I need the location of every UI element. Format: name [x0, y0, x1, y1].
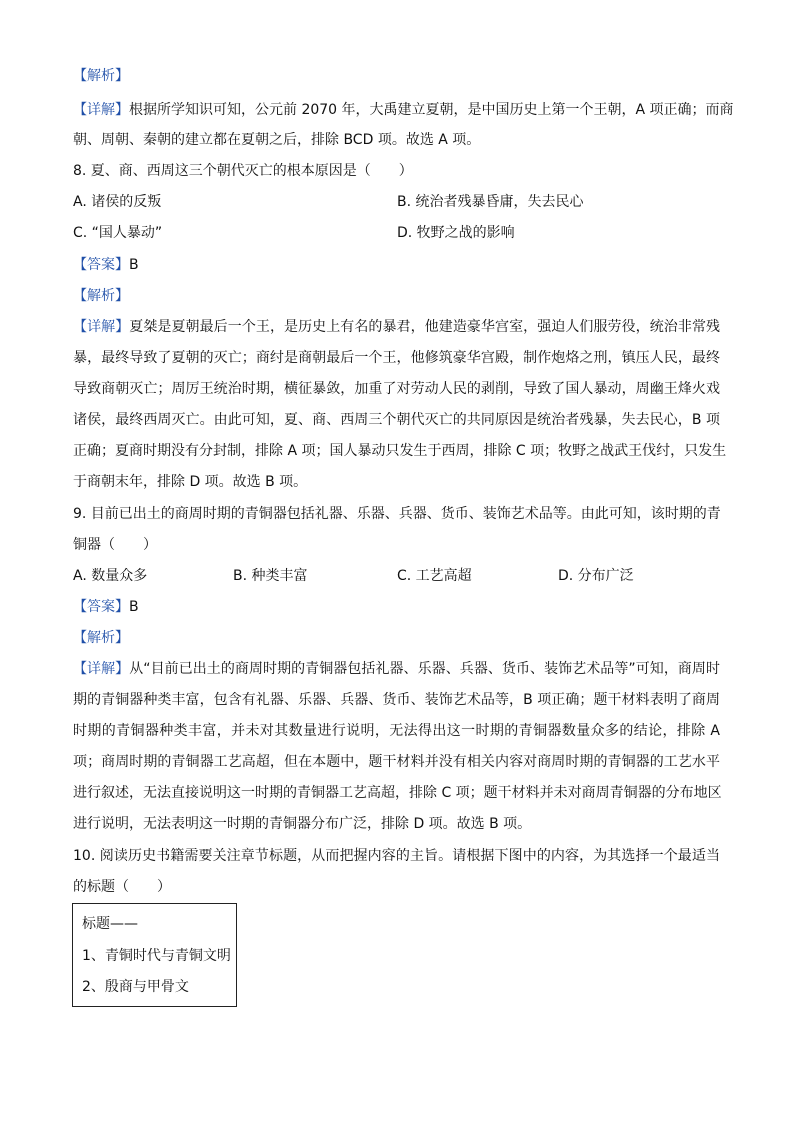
q9-answer-value: B: [129, 599, 139, 615]
q9-detail-line-4: 项；商周时期的青铜器工艺高超，但在本题中，题干材料并没有相关内容对商周时期的青铜器的工艺水平: [73, 754, 720, 770]
q9-stem-line-1: 9. 目前已出土的商周时期的青铜器包括礼器、乐器、兵器、货币、装饰艺术品等。由此可知，该时期的青: [73, 506, 721, 522]
q8-answer-tag: 【答案】: [73, 257, 129, 273]
q9-analysis-tag: 【解析】: [73, 630, 129, 646]
q10-title-box: [72, 903, 237, 1007]
q9-option-c: C. 工艺高超: [397, 568, 472, 584]
q8-detail-line-4: 诸侯，最终西周灭亡。由此可知，夏、商、西周三个朝代灭亡的共同原因是统治者残暴，失去民心，B 项: [73, 412, 720, 428]
q8-detail-line-2: 暴，最终导致了夏朝的灭亡；商纣是商朝最后一个王，他修筑豪华宫殿，制作炮烙之刑，镇压人民，最终: [73, 350, 720, 366]
q8-detail-tag: 【详解】: [73, 319, 130, 335]
q8-option-b: B. 统治者残暴昏庸，失去民心: [397, 194, 584, 210]
q8-answer-value: B: [129, 257, 139, 273]
q9-detail-line-1: 【详解】从“目前已出土的商周时期的青铜器包括礼器、乐器、兵器、货币、装饰艺术品等”可知，商周时: [73, 661, 720, 677]
q8-detail-line-3: 导致商朝灭亡；周厉王统治时期，横征暴敛，加重了对劳动人民的剥削，导致了国人暴动，周幽王烽火戏: [73, 381, 720, 397]
q9-detail-line-2: 期的青铜器种类丰富，包含有礼器、乐器、兵器、货币、装饰艺术品等，B 项正确；题干材料表明了商周: [73, 692, 720, 708]
q8-stem: 8. 夏、商、西周这三个朝代灭亡的根本原因是（ ）: [73, 163, 413, 179]
q9-option-b: B. 种类丰富: [233, 568, 308, 584]
q8-option-d: D. 牧野之战的影响: [397, 225, 515, 241]
q7-detail-tag: 【详解】: [73, 102, 129, 118]
q10-stem-line-1: 10. 阅读历史书籍需要关注章节标题，从而把握内容的主旨。请根据下图中的内容，为其选择一个最适当: [73, 848, 720, 864]
q9-detail-line-3: 时期的青铜器种类丰富，并未对其数量进行说明，无法得出这一时期的青铜器数量众多的结论，排除 A: [73, 723, 720, 739]
q8-detail-line-1: 【详解】夏桀是夏朝最后一个王，是历史上有名的暴君，他建造豪华宫室，强迫人们服劳役，统治非常残: [73, 319, 721, 335]
q8-analysis-tag: 【解析】: [73, 288, 129, 304]
q9-answer-tag: 【答案】: [73, 599, 129, 615]
q8-option-c: C. “国人暴动”: [73, 225, 163, 241]
q8-detail-line-6: 于商朝末年，排除 D 项。故选 B 项。: [73, 474, 308, 490]
q9-detail-tag: 【详解】: [73, 661, 130, 677]
q9-option-d: D. 分布广泛: [558, 568, 634, 584]
q9-detail-line-5: 进行叙述，无法直接说明这一时期的青铜器工艺高超，排除 C 项；题干材料并未对商周青铜器的分布地区: [73, 785, 722, 801]
q8-answer: [73, 255, 139, 275]
q8-option-a: A. 诸侯的反叛: [73, 194, 162, 210]
q10-stem-line-2: 的标题（ ）: [73, 879, 171, 895]
q9-stem-line-2: 铜器（ ）: [73, 537, 157, 553]
q9-detail-line-6: 进行说明，无法表明这一时期的青铜器分布广泛，排除 D 项。故选 B 项。: [73, 816, 532, 832]
q8-detail-line-5: 正确；夏商时期没有分封制，排除 A 项；国人暴动只发生于西周，排除 C 项；牧野之战武王伐纣，只发生: [73, 443, 727, 459]
q10-box-title: 标题——: [82, 916, 138, 932]
q9-answer: [73, 597, 139, 617]
q7-detail-line-2: 朝、周朝、秦朝的建立都在夏朝之后，排除 BCD 项。故选 A 项。: [73, 132, 481, 148]
q7-detail-line-1: 【详解】根据所学知识可知，公元前 2070 年，大禹建立夏朝，是中国历史上第一个王朝，A 项正确；而商: [73, 102, 734, 118]
q10-box-item-1: 1、青铜时代与青铜文明: [82, 948, 231, 964]
q9-option-a: A. 数量众多: [73, 568, 148, 584]
q10-box-item-2: 2、殷商与甲骨文: [82, 979, 189, 995]
q7-analysis-tag: 【解析】: [73, 68, 129, 84]
